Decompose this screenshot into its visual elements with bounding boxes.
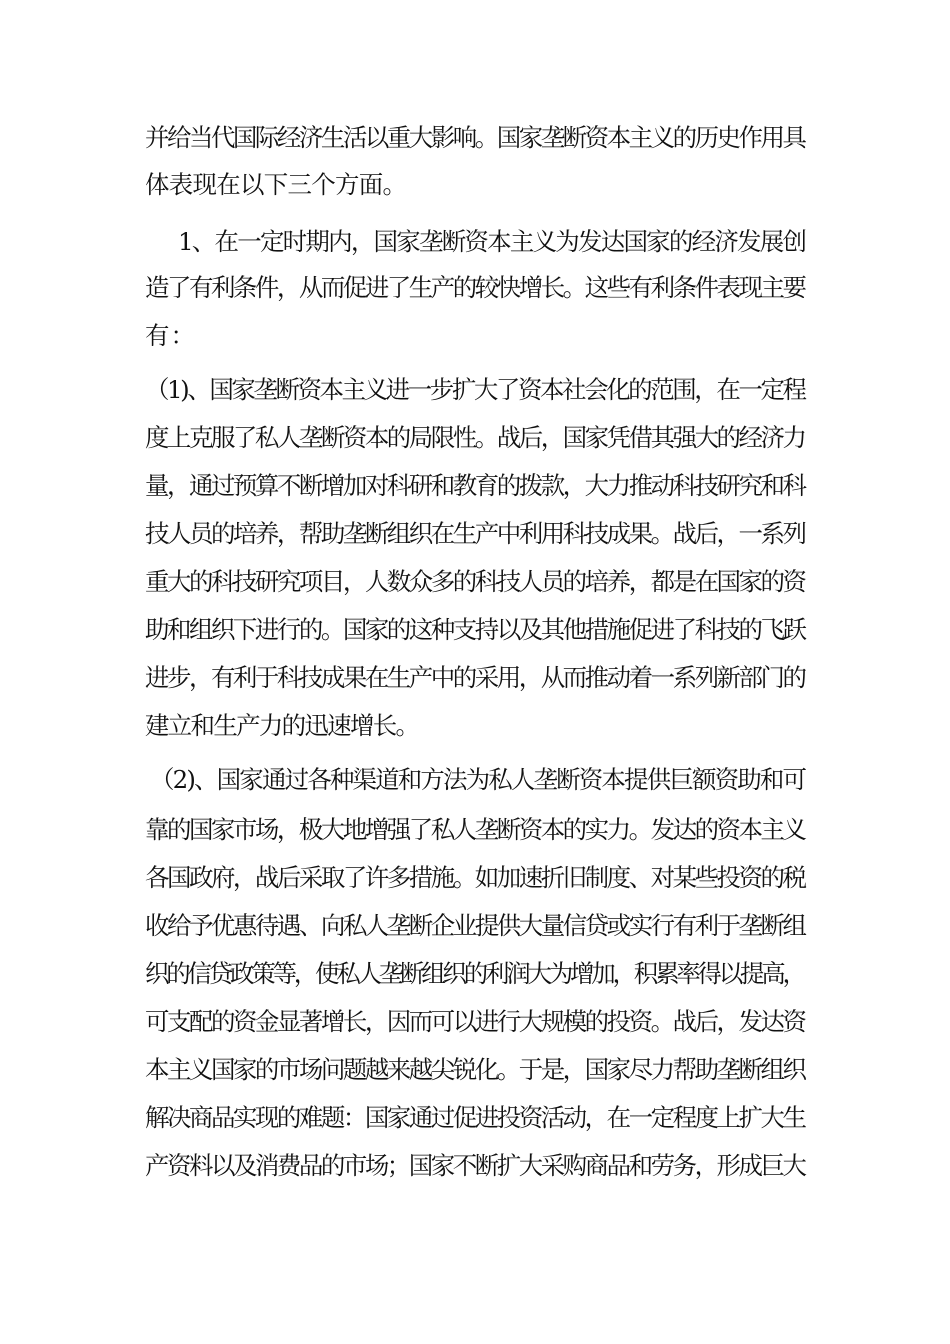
text-line: [0, 562, 950, 602]
text-line-content: 造了有利条件，从而促进了生产的较快增长。这些有利条件表现主要: [145, 273, 805, 302]
text-line-content: 收给予优惠待遇、向私人垄断企业提供大量信贷或实行有利于垄断组: [145, 911, 805, 940]
text-line-content: 体表现在以下三个方面。: [145, 170, 407, 199]
text-line: [0, 810, 950, 850]
text-line-content: （2)、国家通过各种渠道和方法为私人垄断资本提供巨额资助和可: [150, 765, 806, 794]
text-line-content: 产资料以及消费品的市场；国家不断扩大采购商品和劳务，形成巨大: [145, 1151, 805, 1180]
text-line: [0, 1050, 950, 1090]
text-line-content: 织的信贷政策等，使私人垄断组织的利润大为增加，积累率得以提高，: [145, 959, 804, 988]
text-line: [0, 1098, 950, 1138]
text-line-content: 有：: [145, 321, 196, 350]
text-line: [0, 610, 950, 650]
text-line-content: 重大的科技研究项目，人数众多的科技人员的培养，都是在国家的资: [145, 567, 805, 596]
text-line-content: 1、在一定时期内，国家垄断资本主义为发达国家的经济发展创: [178, 227, 806, 256]
text-line: [0, 1002, 950, 1042]
text-line-content: （1)、国家垄断资本主义进一步扩大了资本社会化的范围，在一定程: [145, 375, 805, 404]
text-line-content: 量，通过预算不断增加对科研和教育的拨款，大力推动科技研究和科: [145, 471, 805, 500]
text-line-content: 助和组织下进行的。国家的这种支持以及其他措施促进了科技的飞跃: [145, 615, 805, 644]
text-line: [0, 906, 950, 946]
text-line-content: 各国政府，战后采取了许多措施。如加速折旧制度、对某些投资的税: [145, 863, 805, 892]
text-line: [0, 370, 950, 410]
text-line: [0, 706, 950, 746]
text-line-content: 度上克服了私人垄断资本的局限性。战后，国家凭借其强大的经济力: [145, 423, 805, 452]
text-line-content: 建立和生产力的迅速增长。: [145, 711, 419, 740]
text-line: [0, 165, 950, 205]
text-line: [0, 858, 950, 898]
text-line: [0, 118, 950, 158]
text-line: [0, 418, 950, 458]
text-line-content: 本主义国家的市场问题越来越尖锐化。于是，国家尽力帮助垄断组织: [145, 1055, 805, 1084]
text-line: [0, 316, 950, 356]
text-line: [0, 658, 950, 698]
text-line: [0, 466, 950, 506]
text-line-content: 解决商品实现的难题：国家通过促进投资活动，在一定程度上扩大生: [145, 1103, 805, 1132]
text-line: [0, 954, 950, 994]
text-line: [0, 760, 950, 800]
text-line: [0, 268, 950, 308]
text-line: [0, 1146, 950, 1186]
text-line-content: 靠的国家市场，极大地增强了私人垄断资本的实力。发达的资本主义: [145, 815, 805, 844]
text-line-content: 技人员的培养，帮助垄断组织在生产中利用科技成果。战后，一系列: [145, 519, 805, 548]
text-line: [0, 514, 950, 554]
text-line-content: 进步，有利于科技成果在生产中的采用，从而推动着一系列新部门的: [145, 663, 805, 692]
text-line-content: 并给当代国际经济生活以重大影响。国家垄断资本主义的历史作用具: [145, 123, 805, 152]
text-line: [0, 222, 950, 262]
text-line-content: 可支配的资金显著增长，因而可以进行大规模的投资。战后，发达资: [145, 1007, 805, 1036]
